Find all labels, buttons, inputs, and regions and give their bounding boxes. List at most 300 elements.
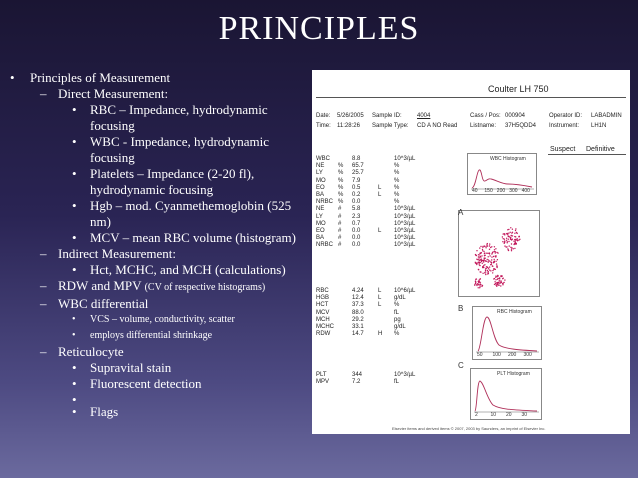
scatter-dot <box>493 268 494 269</box>
scatter-dot <box>495 248 496 249</box>
scatter-dot <box>482 249 483 250</box>
scatter-dot <box>476 263 477 264</box>
scatter-dot <box>485 272 486 273</box>
scatter-dot <box>487 261 488 262</box>
wbc-histogram <box>467 153 537 195</box>
scatter-dot <box>490 247 491 248</box>
scatter-dot <box>512 235 513 236</box>
scatter-dot <box>480 278 481 279</box>
result-flag: % <box>338 177 344 184</box>
scatter-dot <box>482 250 483 251</box>
date-label: Date: <box>316 113 331 119</box>
scatter-dot <box>488 268 489 269</box>
section-letter-c: C <box>458 361 464 370</box>
sample-type-value: CD A NO Read <box>417 123 458 129</box>
scatter-dot <box>516 243 517 244</box>
scatter-dot <box>498 285 499 286</box>
scatter-dot <box>490 261 491 262</box>
scatter-dot <box>475 280 476 281</box>
result-flag: % <box>338 192 344 198</box>
scatter-dot <box>480 262 481 263</box>
scatter-dot <box>478 262 479 263</box>
bullet-text: MCV – mean RBC volume (histogram) <box>90 230 296 245</box>
bullet-item <box>6 312 306 328</box>
bullet-item <box>6 344 306 360</box>
scatter-dot <box>489 252 490 253</box>
copyright-footer: Elsevier items and derived items © 2007, 2003 by Saunders, an imprint of Elsevier Inc. <box>392 426 546 431</box>
scatter-dot <box>489 245 490 246</box>
scatter-dot <box>486 266 487 267</box>
scatter-dot <box>487 270 488 271</box>
scatter-dot <box>498 282 499 283</box>
result-value: 37.3 <box>352 302 364 309</box>
scatter-dot <box>482 263 483 264</box>
scatter-dot <box>510 227 511 228</box>
bullet-text: WBC - Impedance, hydrodynamic focusing <box>90 134 270 165</box>
scatter-dot <box>478 287 479 288</box>
scatter-dot <box>489 249 490 250</box>
scatter-dot <box>484 252 485 253</box>
section-letter-b: B <box>458 304 464 313</box>
scatter-dot <box>511 249 512 250</box>
scatter-dot <box>497 279 498 280</box>
bullet-text: RDW and MPV <box>58 278 142 293</box>
scatter-dot <box>502 236 503 237</box>
scatter-dot <box>504 279 505 280</box>
bullet-note: (CV of respective histograms) <box>144 282 266 293</box>
result-unit: 10^3/µL <box>394 242 416 249</box>
result-hl: L <box>378 302 382 309</box>
bullet-item <box>6 296 306 312</box>
result-hl: L <box>378 184 382 191</box>
bullet-list <box>6 70 306 420</box>
result-flag: # <box>338 206 342 213</box>
scatter-dot <box>497 259 498 260</box>
scatter-dot <box>481 252 482 253</box>
flag-divider <box>548 154 626 155</box>
scatter-dot <box>489 269 490 270</box>
result-name: HGB <box>316 295 330 302</box>
bullet-text: employs differential shrinkage <box>90 330 213 341</box>
result-name: BA <box>316 192 325 198</box>
scatter-dot <box>510 237 511 238</box>
bullet-text: Hct, MCHC, and MCH (calculations) <box>90 262 286 277</box>
scatter-dot <box>481 255 482 256</box>
scatter-dot <box>519 236 520 237</box>
section-letter-a: A <box>458 208 464 217</box>
result-unit: 10^3/µL <box>394 213 416 220</box>
scatter-dot <box>511 235 512 236</box>
scatter-dot <box>478 254 479 255</box>
result-unit: 10^3/µL <box>394 156 416 162</box>
scatter-dot <box>494 249 495 250</box>
scatter-dot <box>479 284 480 285</box>
scatter-dot <box>499 278 500 279</box>
result-name: BA <box>316 235 325 242</box>
result-value: 4.24 <box>352 288 364 294</box>
scatter-dot <box>489 255 490 256</box>
result-unit: % <box>394 170 400 177</box>
result-name: NRBC <box>316 242 334 249</box>
scatter-dot <box>486 246 487 247</box>
bullet-item <box>6 70 306 86</box>
result-name: RDW <box>316 331 331 338</box>
bullet-text: Flags <box>90 404 119 419</box>
scatter-dot <box>513 248 514 249</box>
scatter-dot <box>507 234 508 235</box>
bullet-text: Fluorescent detection <box>90 376 202 391</box>
scatter-dot <box>493 251 494 252</box>
scatter-dot <box>477 283 478 284</box>
scatter-dot <box>516 232 517 233</box>
scatter-dot <box>514 233 515 234</box>
result-unit: 10^3/µL <box>394 235 416 242</box>
scatter-dot <box>493 256 494 257</box>
bullet-text: Indirect Measurement: <box>58 246 177 261</box>
scatter-dot <box>495 277 496 278</box>
result-flag: # <box>338 242 342 249</box>
scatter-dot <box>494 284 495 285</box>
scatter-dot <box>478 258 479 259</box>
result-name: MCV <box>316 309 330 316</box>
operator-label: Operator ID: <box>549 113 583 119</box>
scatter-dot <box>514 248 515 249</box>
scatter-dot <box>485 260 486 261</box>
scatter-dot <box>507 248 508 249</box>
result-flag: # <box>338 220 342 227</box>
result-value: 0.0 <box>352 199 361 206</box>
result-unit: % <box>394 184 400 191</box>
scatter-dot <box>479 265 480 266</box>
bullet-text: VCS – volume, conductivity, scatter <box>90 314 235 325</box>
result-unit: % <box>394 163 400 170</box>
bullet-text: Platelets – Impedance (2-20 fl), hydrodynamic focusing <box>90 166 255 197</box>
scatter-dot <box>482 246 483 247</box>
result-value: 0.7 <box>352 220 361 227</box>
scatter-dot <box>483 260 484 261</box>
date-value: 5/26/2005 <box>337 113 364 119</box>
scatter-dot <box>479 281 480 282</box>
scatter-dot <box>508 229 509 230</box>
rbc-histogram <box>472 306 542 360</box>
time-label: Time: <box>316 123 331 129</box>
result-unit: 10^3/µL <box>394 372 416 378</box>
scatter-dot <box>479 287 480 288</box>
scatter-dot <box>512 229 513 230</box>
scatter-dot <box>495 269 496 270</box>
bullet-item <box>6 376 306 392</box>
sample-id-value: 4004 <box>417 113 431 119</box>
scatter-dot <box>475 282 476 283</box>
result-unit: % <box>394 199 400 206</box>
result-flag: % <box>338 184 344 191</box>
result-value: 0.2 <box>352 192 361 198</box>
tick-label: 300 <box>509 188 518 194</box>
scatter-dot <box>490 264 491 265</box>
listname-label: Listname: <box>470 123 497 129</box>
bullet-item <box>6 86 306 102</box>
result-name: LY <box>316 213 323 220</box>
result-value: 7.2 <box>352 379 361 386</box>
scatter-dot <box>480 271 481 272</box>
result-hl: L <box>378 192 382 198</box>
scatter-dot <box>499 280 500 281</box>
result-name: MCH <box>316 316 330 323</box>
scatter-dot <box>496 265 497 266</box>
scatter-dot <box>480 259 481 260</box>
scatter-dot <box>489 243 490 244</box>
plt-histogram-curve <box>475 381 537 411</box>
definitive-label: Definitive <box>586 146 615 153</box>
scatter-dot <box>515 228 516 229</box>
scatter-dot <box>485 274 486 275</box>
scatter-dot <box>507 233 508 234</box>
bullet-text: Principles of Measurement <box>30 70 171 85</box>
result-name: MPV <box>316 379 330 386</box>
scatter-dot <box>489 260 490 261</box>
scatter-dot <box>478 269 479 270</box>
scatter-dot <box>481 261 482 262</box>
scatter-dot <box>484 257 485 258</box>
result-name: PLT <box>316 372 327 378</box>
bullet-item <box>6 262 306 278</box>
scatter-dot <box>476 285 477 286</box>
result-value: 25.7 <box>352 170 364 177</box>
scatter-dot <box>504 239 505 240</box>
scatter-dot <box>487 243 488 244</box>
result-hl: L <box>378 295 382 302</box>
result-unit: 10^3/µL <box>394 220 416 227</box>
scatter-dot <box>485 268 486 269</box>
scatter-dot <box>515 236 516 237</box>
scatter-dot <box>479 247 480 248</box>
sample-type-label: Sample Type: <box>372 123 409 129</box>
result-unit: % <box>394 177 400 184</box>
tick-label: 400 <box>521 188 530 194</box>
tick-label: 40 <box>472 188 478 194</box>
scatter-dot <box>482 285 483 286</box>
result-unit: g/dL <box>394 324 406 330</box>
result-value: 33.1 <box>352 324 364 330</box>
result-unit: 10^3/µL <box>394 228 416 234</box>
scatter-dot <box>480 246 481 247</box>
scatter-dot <box>492 270 493 271</box>
scatter-dot <box>514 239 515 240</box>
result-name: EO <box>316 228 325 234</box>
tick-label: 10 <box>490 412 497 418</box>
tick-label: 200 <box>496 188 506 194</box>
scatter-dot <box>489 266 490 267</box>
scatter-dot <box>487 259 488 260</box>
result-unit: fL <box>394 309 400 316</box>
result-unit: fL <box>394 379 400 386</box>
result-value: 344 <box>352 372 363 378</box>
plt-histogram <box>470 368 542 420</box>
wbc-histogram-label: WBC Histogram <box>490 156 526 162</box>
rbc-histogram-label: RBC Histogram <box>497 309 532 315</box>
bullet-item <box>6 404 306 420</box>
tick-label: 50 <box>477 352 483 358</box>
bullet-text: WBC differential <box>58 296 149 311</box>
result-value: 7.9 <box>352 177 361 184</box>
slide-title: PRINCIPLES <box>218 10 420 47</box>
result-flag: # <box>338 228 342 234</box>
bullet-text: Direct Measurement: <box>58 86 169 101</box>
rbc-histogram-curve <box>478 317 537 351</box>
tick-label: 150 <box>484 188 493 194</box>
result-hl: L <box>378 288 382 294</box>
scatter-dot <box>508 250 509 251</box>
scatter-dot <box>510 247 511 248</box>
time-value: 11:28:26 <box>337 123 360 129</box>
scatter-dot <box>508 236 509 237</box>
scatter-dot <box>474 284 475 285</box>
scatter-dot <box>478 256 479 257</box>
bullet-text: Hgb – mod. Cyanmethemoglobin (525 nm) <box>90 198 292 229</box>
bullet-item <box>6 392 306 404</box>
result-value: 0.0 <box>352 235 361 242</box>
scatter-dot <box>491 256 492 257</box>
scatter-dot <box>486 253 487 254</box>
scatter-dot <box>488 256 489 257</box>
scatter-dot <box>475 279 476 280</box>
result-hl: H <box>378 331 383 338</box>
scatter-dot <box>503 278 504 279</box>
result-hl: L <box>378 228 382 234</box>
result-value: 65.7 <box>352 163 364 170</box>
result-name: EO <box>316 184 325 191</box>
scatter-dot <box>517 240 518 241</box>
bullet-item <box>6 246 306 262</box>
result-unit: 10^3/µL <box>394 206 416 213</box>
result-flag: % <box>338 199 344 206</box>
result-value: 0.0 <box>352 228 361 234</box>
scatter-dot <box>511 250 512 251</box>
scatter-dot <box>482 273 483 274</box>
result-value: 0.0 <box>352 242 361 249</box>
result-value: 0.5 <box>352 184 361 191</box>
scatter-dot <box>495 283 496 284</box>
result-name: NRBC <box>316 199 334 206</box>
result-flag: # <box>338 213 342 220</box>
sample-id-label: Sample ID: <box>372 113 402 119</box>
scatter-dot <box>500 275 501 276</box>
scatter-dot <box>494 246 495 247</box>
scatter-dot <box>482 260 483 261</box>
result-name: MCHC <box>316 324 334 330</box>
bullet-item <box>6 278 306 296</box>
bullet-text: RBC – Impedance, hydrodynamic focusing <box>90 102 268 133</box>
result-flag: % <box>338 170 344 177</box>
scatter-dot <box>495 252 496 253</box>
scatter-dot <box>493 261 494 262</box>
scatter-dot <box>476 250 477 251</box>
scatter-dot <box>501 275 502 276</box>
result-name: HCT <box>316 302 329 309</box>
report-title: Coulter LH 750 <box>488 84 549 94</box>
scatter-dot <box>515 240 516 241</box>
scatter-dot <box>508 239 509 240</box>
tick-label: 100 <box>492 352 501 358</box>
scatter-dot <box>506 238 507 239</box>
header-divider <box>316 97 626 98</box>
result-name: MO <box>316 177 326 184</box>
scatter-dot <box>484 255 485 256</box>
scatter-dot <box>492 272 493 273</box>
result-flag: # <box>338 235 342 242</box>
scatter-dot <box>483 261 484 262</box>
scatter-dot <box>511 243 512 244</box>
bullet-item <box>6 134 306 166</box>
bullet-text: Supravital stain <box>90 360 172 375</box>
scatter-dot <box>506 240 507 241</box>
scatter-dot <box>494 278 495 279</box>
scatter-dot <box>492 252 493 253</box>
bullet-item <box>6 230 306 246</box>
scatter-dot <box>492 265 493 266</box>
tick-label: 200 <box>508 352 517 358</box>
result-unit: % <box>394 302 400 309</box>
result-name: WBC <box>316 156 330 162</box>
scatter-dot <box>484 246 485 247</box>
scatter-dot <box>494 281 495 282</box>
scatter-dot <box>500 285 501 286</box>
scatter-dot <box>501 282 502 283</box>
scatter-dot <box>480 256 481 257</box>
result-value: 29.2 <box>352 316 364 323</box>
scatter-dot <box>512 232 513 233</box>
bullet-item <box>6 360 306 376</box>
result-unit: % <box>394 331 400 338</box>
tick-label: 30 <box>521 412 528 418</box>
result-name: NE <box>316 163 325 170</box>
scatter-dot <box>512 239 513 240</box>
result-unit: pg <box>394 316 401 323</box>
result-unit: % <box>394 192 400 198</box>
scatter-dot <box>488 259 489 260</box>
tick-label: 300 <box>523 352 532 358</box>
scatter-dot <box>495 279 496 280</box>
cass-value: 000904 <box>505 113 526 119</box>
result-unit: 10^6/µL <box>394 288 416 294</box>
vcs-scatterplot <box>458 210 540 297</box>
scatter-dot <box>507 242 508 243</box>
bullet-item <box>6 166 306 198</box>
result-name: MO <box>316 220 326 227</box>
scatter-dot <box>496 252 497 253</box>
scatter-dot <box>485 247 486 248</box>
result-name: NE <box>316 206 325 213</box>
scatter-dot <box>495 275 496 276</box>
scatter-dot <box>515 230 516 231</box>
scatter-dot <box>504 243 505 244</box>
result-flag: % <box>338 163 344 170</box>
result-value: 8.8 <box>352 156 361 162</box>
scatter-dot <box>496 263 497 264</box>
scatter-dot <box>509 245 510 246</box>
bullet-text: Reticulocyte <box>58 344 124 359</box>
scatter-dot <box>494 259 495 260</box>
result-value: 2.3 <box>352 213 361 220</box>
lab-report <box>312 70 630 434</box>
scatter-dot <box>483 266 484 267</box>
scatter-dot <box>502 284 503 285</box>
scatter-dot <box>502 241 503 242</box>
scatter-dot <box>503 238 504 239</box>
instrument-value: LH1N <box>591 123 607 129</box>
bullet-item <box>6 328 306 344</box>
scatter-dot <box>495 261 496 262</box>
